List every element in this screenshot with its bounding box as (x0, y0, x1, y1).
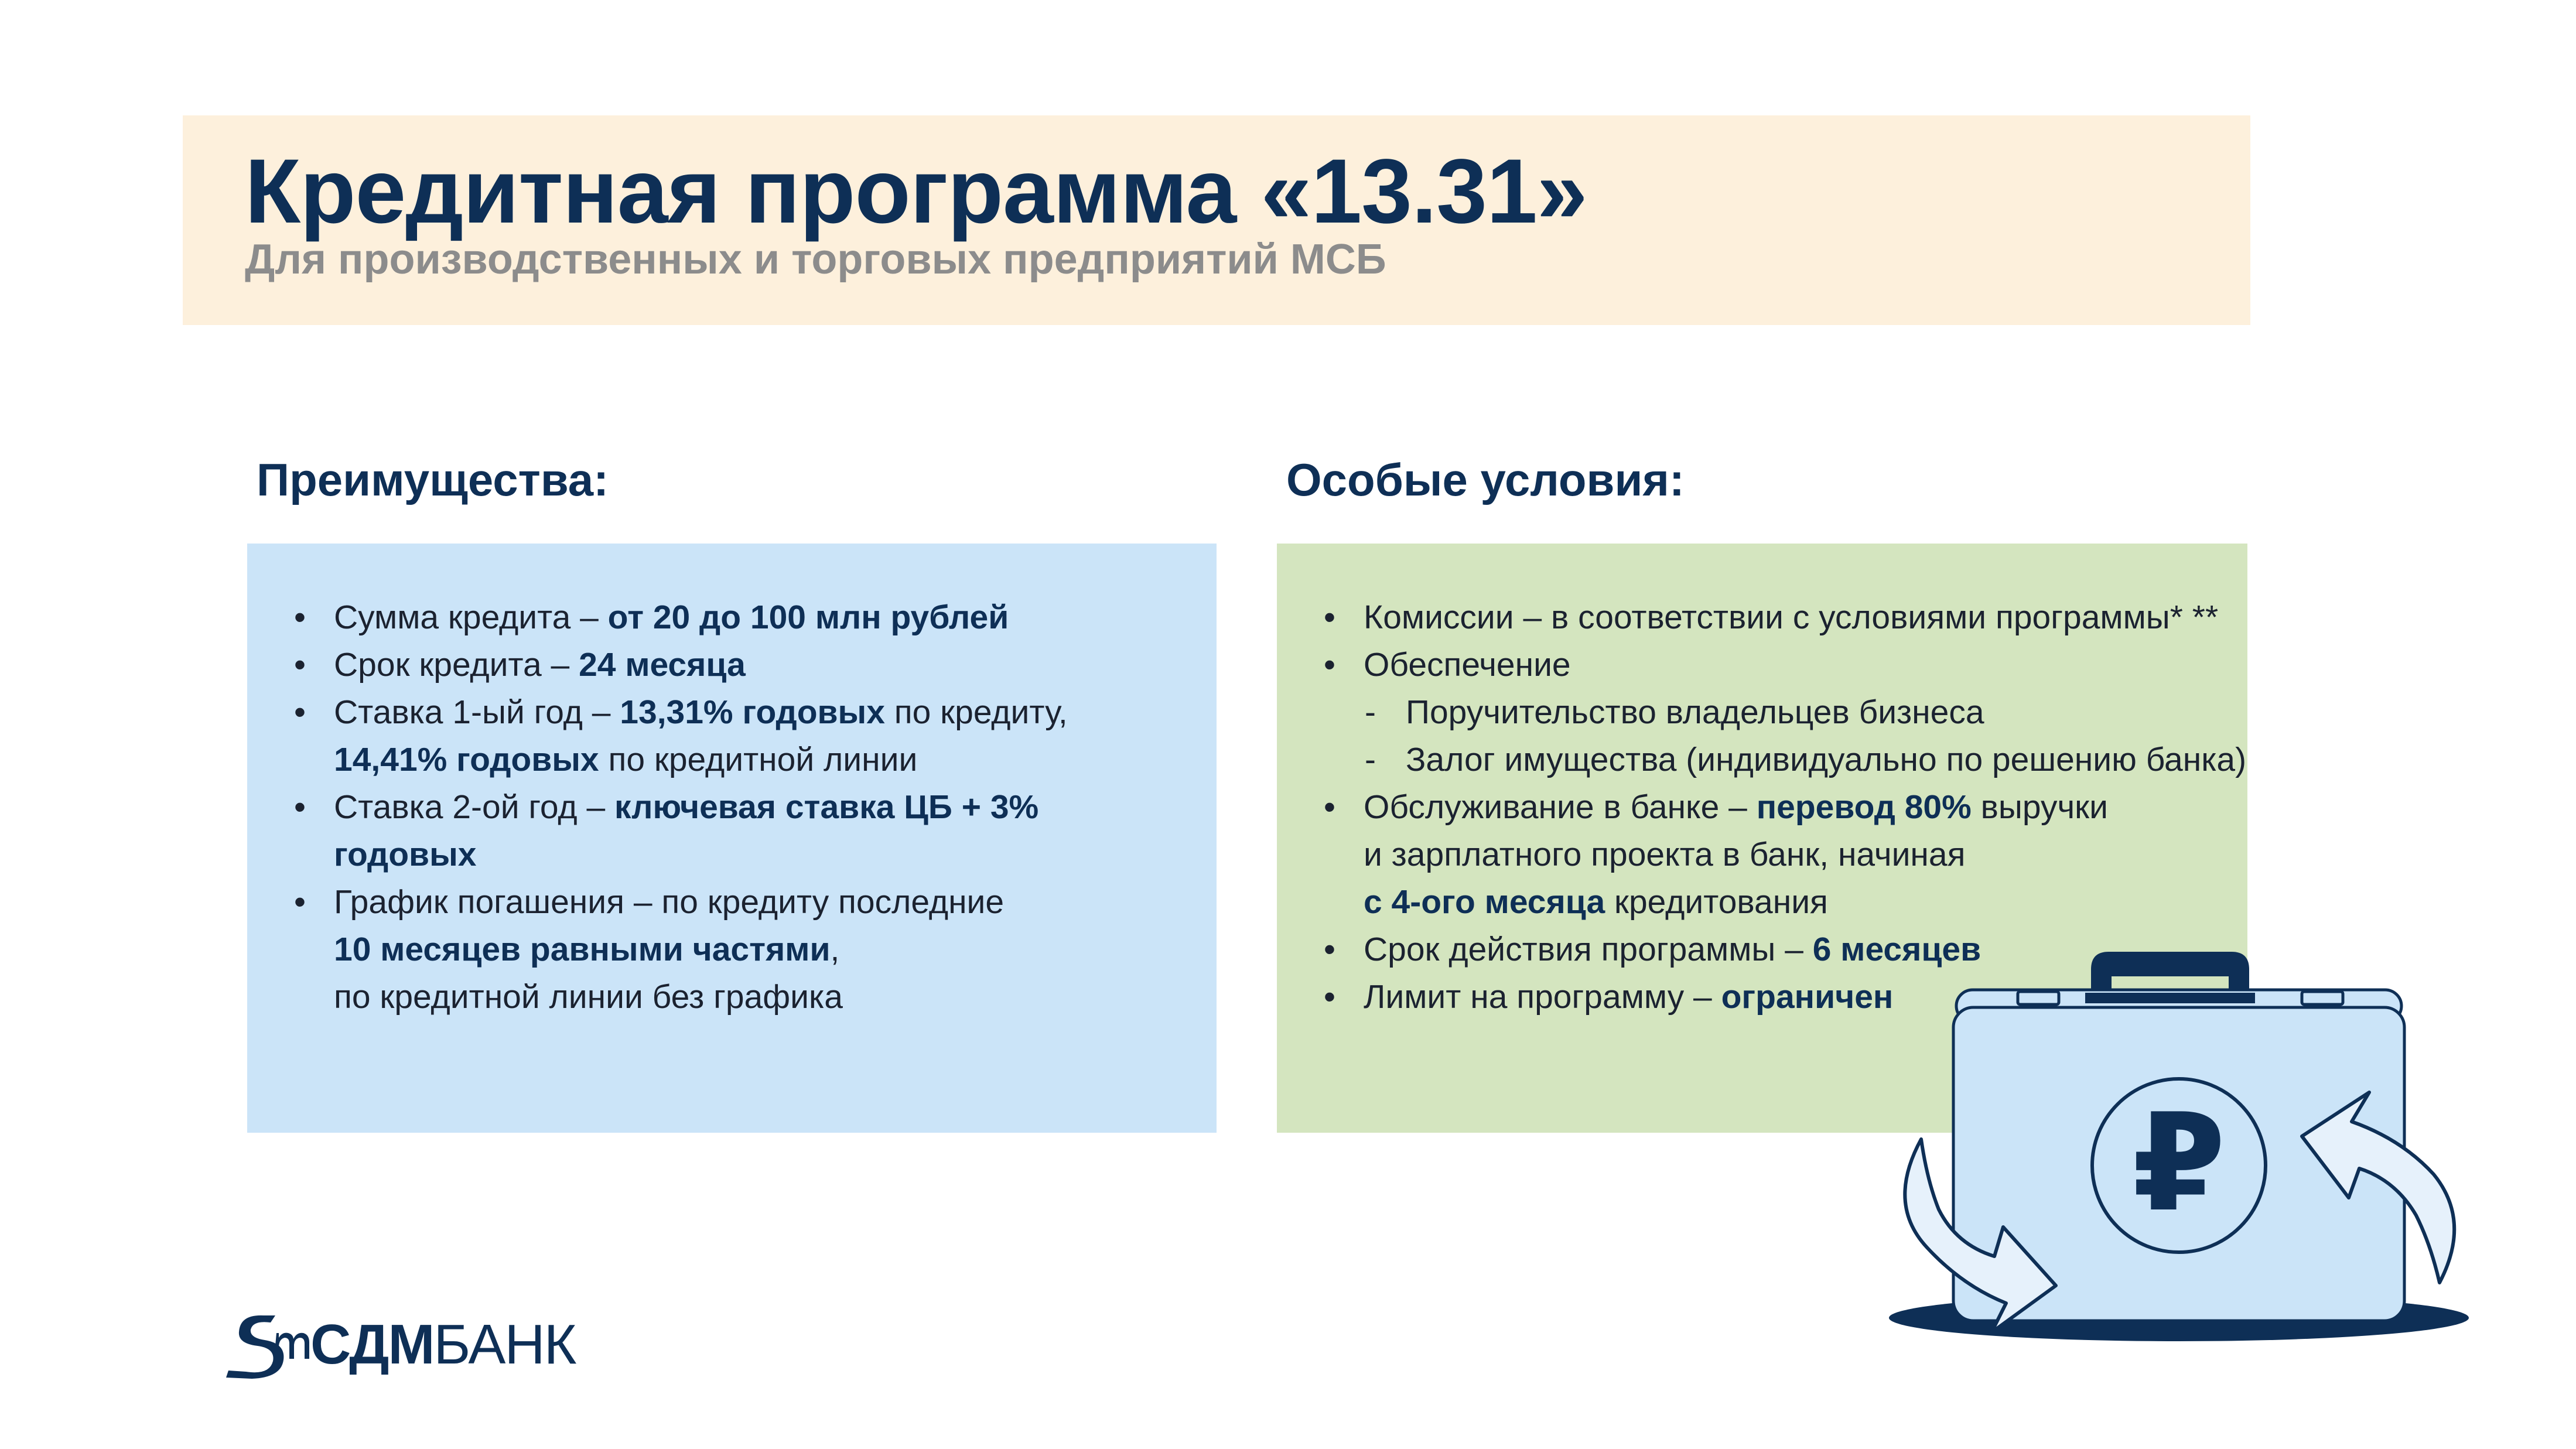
conditions-heading: Особые условия: (1286, 454, 1685, 505)
list-item: • Ставка 1-ый год – 13,31% годовых по кредиту, (294, 689, 1068, 736)
list-item: • Обслуживание в банке – перевод 80% выручки (1324, 784, 2246, 831)
advantages-list (294, 594, 1068, 1021)
list-item: • Срок действия программы – 6 месяцев (1324, 926, 2246, 973)
list-item: • Обеспечение (1324, 641, 2246, 689)
briefcase-ruble-icon (1886, 928, 2472, 1350)
list-item: • Срок кредита – 24 месяца (294, 641, 1068, 689)
sdm-logo-icon (223, 1310, 310, 1380)
svg-text:₽: ₽ (2131, 1085, 2226, 1242)
list-item: и зарплатного проекта в банк, начиная (1364, 836, 1966, 873)
list-item: • Комиссии – в соответствии с условиями программы* ** (1324, 594, 2246, 641)
advantages-heading: Преимущества: (257, 454, 609, 505)
list-item: 10 месяцев равными частями, (334, 931, 840, 968)
list-item: • Лимит на программу – ограничен (1324, 973, 2246, 1021)
list-item: • Ставка 2-ой год – ключевая ставка ЦБ + 3% (294, 784, 1068, 831)
list-item: 14,41% годовых по кредитной линии (334, 741, 918, 778)
list-subitem: - Залог имущества (индивидуально по решению банка) (1324, 736, 2246, 784)
list-item: годовых (334, 836, 477, 873)
page-subtitle: Для производственных и торговых предприятий МСБ (245, 236, 1386, 283)
list-item: • Сумма кредита – от 20 до 100 млн рублей (294, 594, 1068, 641)
sdm-bank-logo (223, 1310, 576, 1380)
page-title: Кредитная программа «13.31» (245, 141, 1587, 242)
list-item: с 4-ого месяца кредитования (1364, 883, 1828, 921)
list-subitem: - Поручительство владельцев бизнеса (1324, 689, 2246, 736)
advantages-box (247, 544, 1217, 1133)
list-item: по кредитной линии без графика (334, 978, 843, 1016)
logo-text: СДМБАНК (310, 1313, 576, 1376)
list-item: • График погашения – по кредиту последние (294, 879, 1068, 926)
